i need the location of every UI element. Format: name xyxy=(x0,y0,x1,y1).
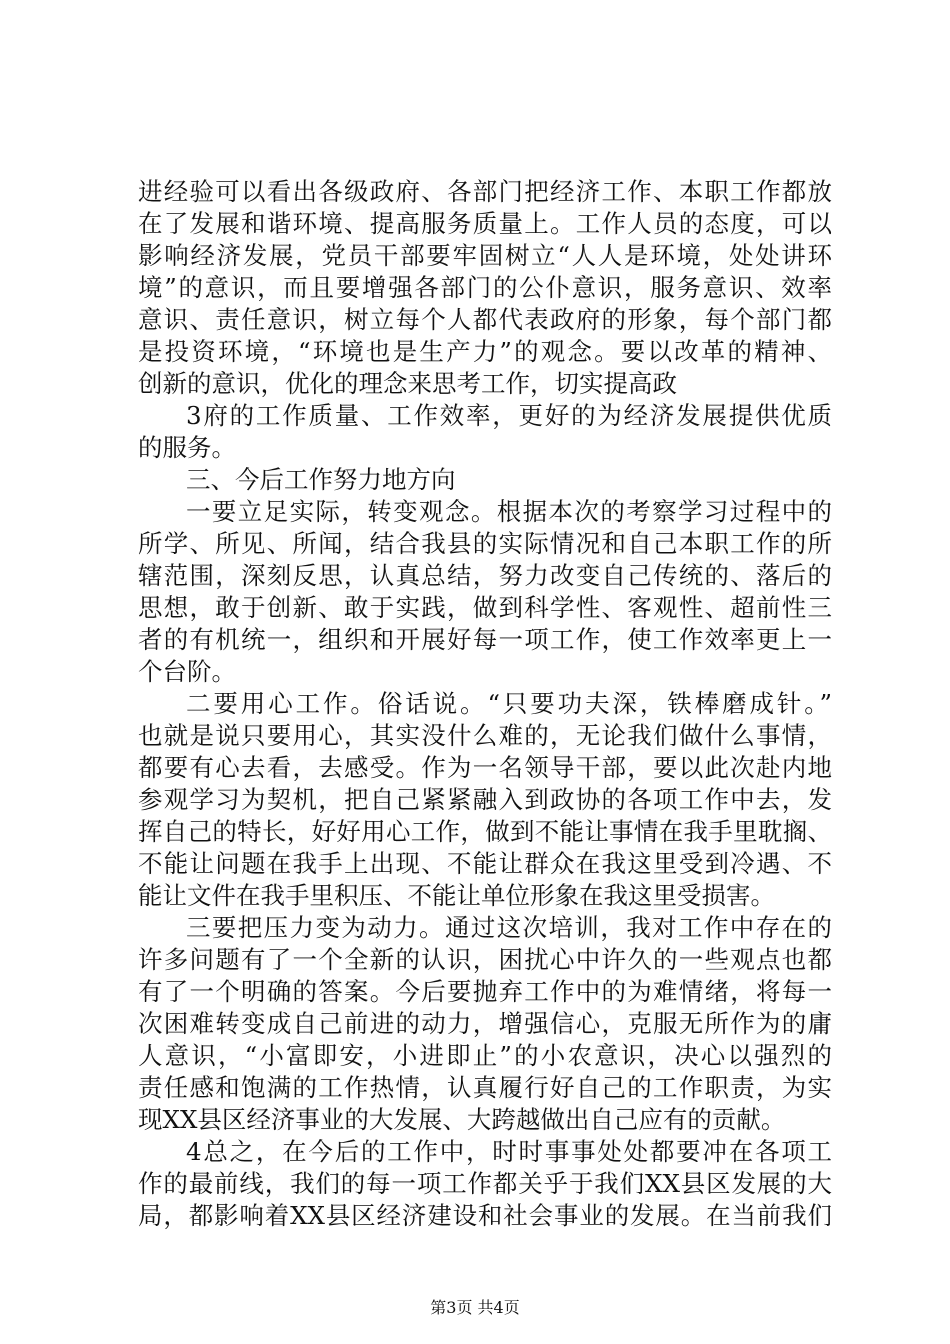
text-line: 个台阶。 xyxy=(138,657,236,686)
text-line: 也就是说只要用心，其实没什么难的，无论我们做什么事情， xyxy=(138,721,832,750)
text-line: 现XX县区经济事业的大发展、大跨越做出自己应有的贡献。 xyxy=(138,1105,786,1134)
text-line: 辖范围，深刻反思，认真总结，努力改变自己传统的、落后的 xyxy=(138,561,832,590)
text-line: 有了一个明确的答案。今后要抛弃工作中的为难情绪，将每一 xyxy=(138,977,832,1006)
text-line: 作的最前线，我们的每一项工作都关乎于我们XX县区发展的大 xyxy=(138,1169,832,1198)
text-line: 思想，敢于创新、敢于实践，做到科学性、客观性、超前性三 xyxy=(138,593,832,622)
text-line: 人意识，“小富即安，小进即止”的小农意识，决心以强烈的 xyxy=(138,1041,832,1070)
text-line: 二要用心工作。俗话说。“只要功夫深，铁棒磨成针。” xyxy=(186,689,832,718)
text-line: 创新的意识，优化的理念来思考工作，切实提高政 xyxy=(138,369,677,398)
text-line: 者的有机统一，组织和开展好每一项工作，使工作效率更上一 xyxy=(138,625,832,654)
text-line: 挥自己的特长，好好用心工作，做到不能让事情在我手里耽搁、 xyxy=(138,817,832,846)
text-line: 三、今后工作努力地方向 xyxy=(186,465,456,494)
text-line: 4总之，在今后的工作中，时时事事处处都要冲在各项工 xyxy=(186,1137,832,1166)
text-line: 三要把压力变为动力。通过这次培训，我对工作中存在的 xyxy=(186,913,832,942)
text-line: 进经验可以看出各级政府、各部门把经济工作、本职工作都放 xyxy=(138,177,832,206)
text-line: 都要有心去看，去感受。作为一名领导干部，要以此次赴内地 xyxy=(138,753,832,782)
text-line: 所学、所见、所闻，结合我县的实际情况和自己本职工作的所 xyxy=(138,529,832,558)
document-body xyxy=(138,176,832,1232)
text-line: 参观学习为契机，把自己紧紧融入到政协的各项工作中去，发 xyxy=(138,785,832,814)
text-line: 境”的意识，而且要增强各部门的公仆意识，服务意识、效率 xyxy=(138,273,832,302)
page-footer: 第3页 共4页 xyxy=(430,1298,520,1317)
text-line: 不能让问题在我手上出现、不能让群众在我这里受到冷遇、不 xyxy=(138,849,832,878)
text-line: 的服务。 xyxy=(138,433,236,462)
text-line: 能让文件在我手里积压、不能让单位形象在我这里受损害。 xyxy=(138,881,775,910)
text-line: 许多问题有了一个全新的认识，困扰心中许久的一些观点也都 xyxy=(138,945,832,974)
text-line: 3府的工作质量、工作效率，更好的为经济发展提供优质 xyxy=(186,401,832,430)
text-line: 影响经济发展，党员干部要牢固树立“人人是环境，处处讲环 xyxy=(138,241,832,270)
text-line: 是投资环境，“环境也是生产力”的观念。要以改革的精神、 xyxy=(138,337,832,366)
text-line: 在了发展和谐环境、提高服务质量上。工作人员的态度，可以 xyxy=(138,209,832,238)
text-line: 次困难转变成自己前进的动力，增强信心，克服无所作为的庸 xyxy=(138,1009,832,1038)
text-line: 局，都影响着XX县区经济建设和社会事业的发展。在当前我们 xyxy=(138,1201,832,1230)
text-line: 一要立足实际，转变观念。根据本次的考察学习过程中的 xyxy=(186,497,832,526)
text-line: 意识、责任意识，树立每个人都代表政府的形象，每个部门都 xyxy=(138,305,832,334)
text-line: 责任感和饱满的工作热情，认真履行好自己的工作职责，为实 xyxy=(138,1073,832,1102)
